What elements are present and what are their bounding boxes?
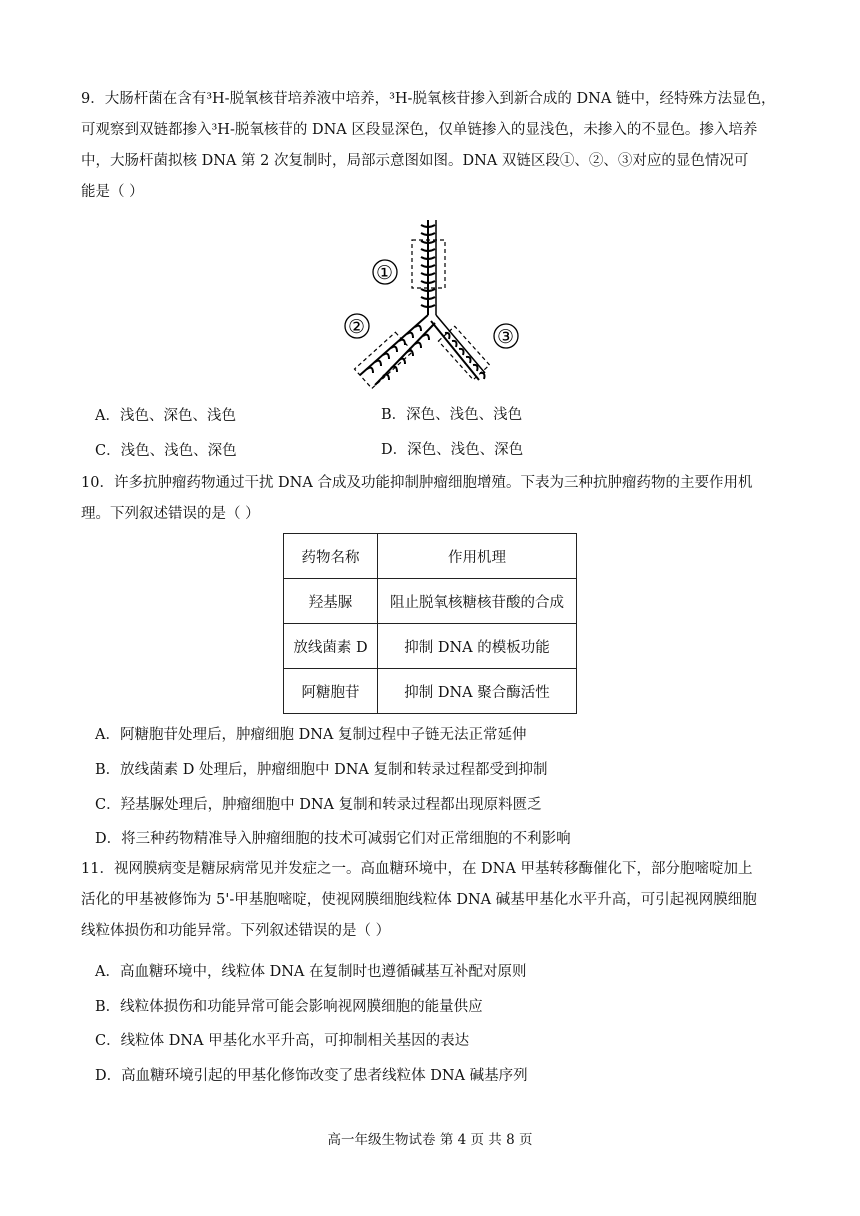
q9-option-d[interactable]: D．深色、浅色、深色 — [381, 442, 524, 458]
fork-right-arm — [431, 315, 485, 380]
table-cell: 阿糖胞苷 — [284, 669, 378, 714]
table-header-mechanism: 作用机理 — [378, 534, 577, 579]
q9-option-c[interactable]: C．浅色、浅色、深色 — [95, 443, 237, 459]
table-cell: 抑制 DNA 聚合酶活性 — [378, 669, 577, 714]
table-row — [284, 579, 577, 624]
q11-line-1: 11．视网膜病变是糖尿病常见并发症之一。高血糖环境中，在 DNA 甲基转移酶催化下，部分胞嘧啶加上 — [81, 861, 753, 877]
fork-left-arm — [360, 315, 435, 385]
q11-line-3: 线粒体损伤和功能异常。下列叙述错误的是（ ） — [81, 923, 391, 939]
q11-option-a[interactable]: A．高血糖环境中，线粒体 DNA 在复制时也遵循碱基互补配对原则 — [95, 964, 527, 980]
table-header-drug: 药物名称 — [284, 534, 378, 579]
q10-line-1: 10．许多抗肿瘤药物通过干扰 DNA 合成及功能抑制肿瘤细胞增殖。下表为三种抗肿瘤药物的主要作用机 — [81, 475, 753, 491]
table-cell: 抑制 DNA 的模板功能 — [378, 624, 577, 669]
q11-option-b[interactable]: B．线粒体损伤和功能异常可能会影响视网膜细胞的能量供应 — [95, 999, 483, 1015]
dna-replication-fork-figure — [335, 215, 535, 395]
table-header-row — [284, 534, 577, 579]
label-2: ② — [348, 316, 366, 338]
label-1: ① — [376, 262, 394, 284]
q9-line-1: 9．大肠杆菌在含有³H-脱氧核苷培养液中培养，³H-脱氧核苷掺入到新合成的 DNA 链中，经特殊方法显色， — [81, 91, 776, 107]
question-11-stem — [81, 854, 781, 947]
q9-line-3: 中，大肠杆菌拟核 DNA 第 2 次复制时，局部示意图如图。DNA 双链区段①、②、③对应的显色情况可 — [81, 153, 749, 169]
q10-option-d[interactable]: D．将三种药物精准导入肿瘤细胞的技术可减弱它们对正常细胞的不利影响 — [95, 831, 571, 847]
q11-option-c[interactable]: C．线粒体 DNA 甲基化水平升高，可抑制相关基因的表达 — [95, 1033, 470, 1049]
q9-line-4: 能是（ ） — [81, 184, 144, 200]
drug-mechanism-table — [283, 533, 577, 714]
table-cell: 放线菌素 D — [284, 624, 378, 669]
question-9-stem — [81, 84, 781, 208]
q9-option-a[interactable]: A．浅色、深色、浅色 — [95, 408, 236, 424]
table-row — [284, 669, 577, 714]
page-footer: 高一年级生物试卷 第 4 页 共 8 页 — [327, 1132, 533, 1148]
q11-line-2: 活化的甲基被修饰为 5'-甲基胞嘧啶，使视网膜细胞线粒体 DNA 碱基甲基化水平升高，可引起视网膜细胞 — [81, 892, 757, 908]
table-cell: 羟基脲 — [284, 579, 378, 624]
question-10-stem — [81, 468, 781, 530]
q9-option-b[interactable]: B．深色、浅色、浅色 — [381, 407, 523, 423]
q9-line-2: 可观察到双链都掺入³H-脱氧核苷的 DNA 区段显深色，仅单链掺入的显浅色，未掺入的不显色。掺入培养 — [81, 122, 758, 138]
q10-option-c[interactable]: C．羟基脲处理后，肿瘤细胞中 DNA 复制和转录过程都出现原料匮乏 — [95, 797, 542, 813]
q10-option-a[interactable]: A．阿糖胞苷处理后，肿瘤细胞 DNA 复制过程中子链无法正常延伸 — [95, 727, 527, 743]
q11-option-d[interactable]: D．高血糖环境引起的甲基化修饰改变了患者线粒体 DNA 碱基序列 — [95, 1068, 528, 1084]
table-row — [284, 624, 577, 669]
table-cell: 阻止脱氧核糖核苷酸的合成 — [378, 579, 577, 624]
q10-line-2: 理。下列叙述错误的是（ ） — [81, 506, 260, 522]
label-3: ③ — [497, 326, 515, 348]
fork-stem — [421, 220, 436, 315]
q10-option-b[interactable]: B．放线菌素 D 处理后，肿瘤细胞中 DNA 复制和转录过程都受到抑制 — [95, 762, 548, 778]
